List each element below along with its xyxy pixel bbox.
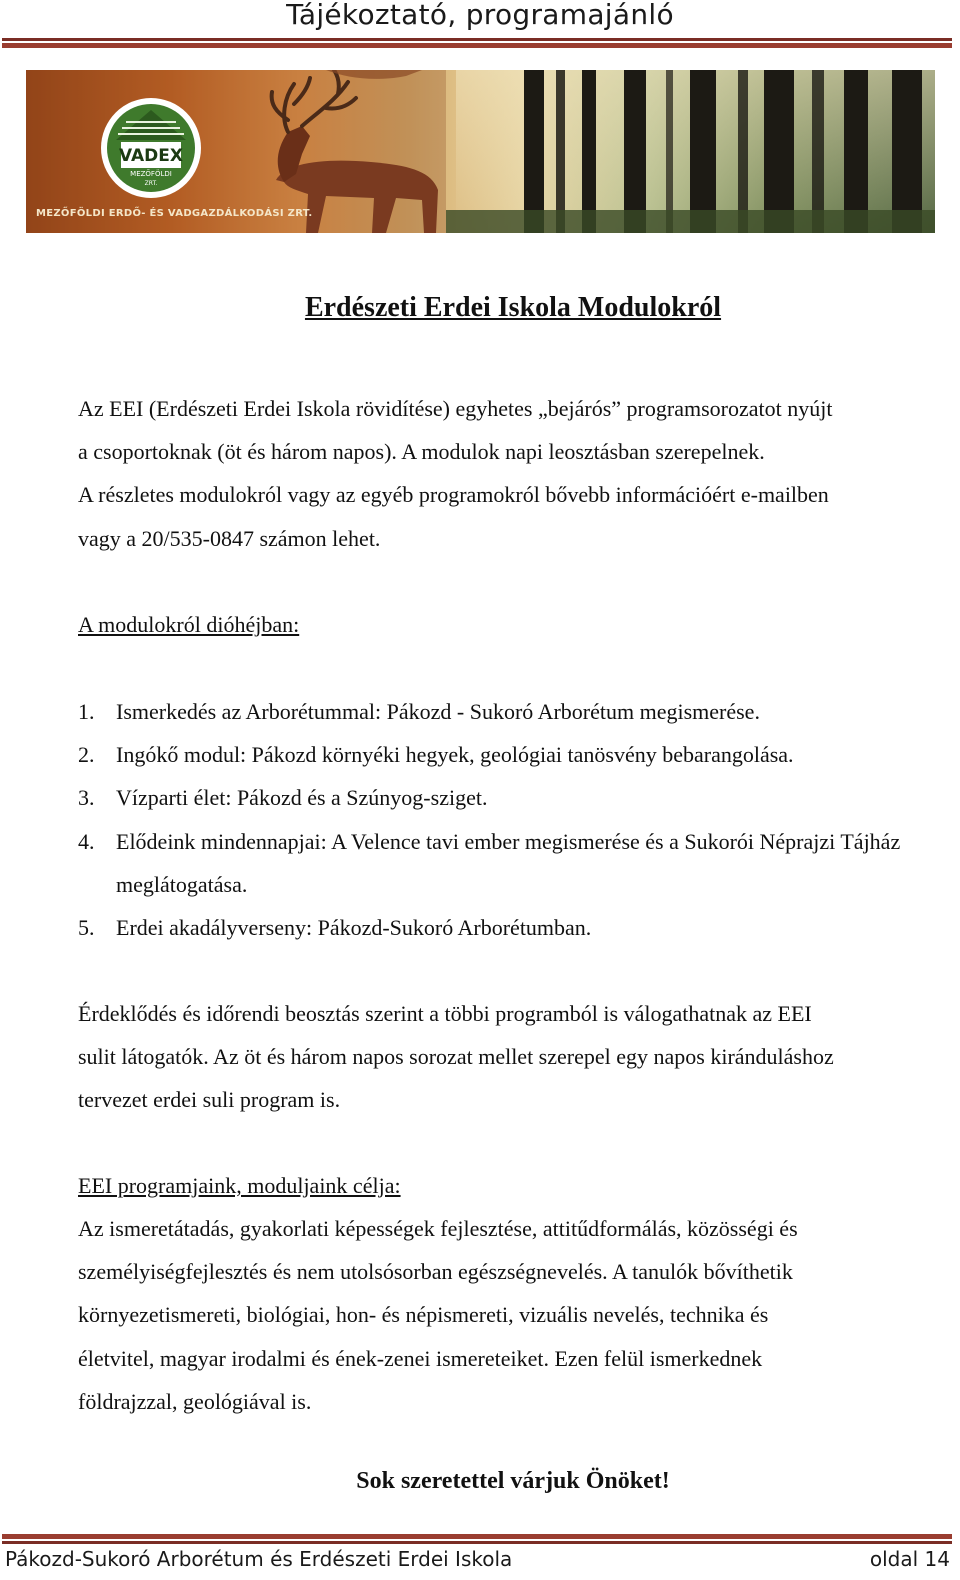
goals-line: földrajzzal, geológiával is. — [78, 1388, 312, 1414]
footer-rule — [2, 1541, 952, 1544]
vadex-logo — [101, 98, 201, 198]
goals-paragraph — [78, 1207, 940, 1423]
list-item-text: Ismerkedés az Arborétummal: Pákozd - Sukoró Arborétum megismerése. — [116, 699, 760, 724]
interest-line: sulit látogatók. Az öt és három napos sorozat mellet szerepel egy napos kiránduláshoz — [78, 1044, 834, 1070]
list-item-number: 4. — [78, 828, 95, 854]
goals-line: környezetismereti, biológiai, hon- és népismereti, vizuális nevelés, technika és — [78, 1302, 769, 1328]
list-item-text: Vízparti élet: Pákozd és a Szúnyog-sziget. — [116, 785, 488, 811]
logo-subtext: MEZŐFÖLDI — [130, 170, 172, 178]
list-item — [78, 733, 940, 776]
intro-paragraph — [78, 387, 940, 560]
list-item — [78, 820, 940, 906]
document-title: Erdészeti Erdei Iskola Modulokról — [304, 292, 722, 323]
list-item-number: 3. — [78, 785, 95, 811]
header-rule — [2, 38, 952, 41]
list-item-text: Erdei akadályverseny: Pákozd-Sukoró Arborétumban. — [116, 915, 592, 941]
list-item — [78, 906, 940, 949]
intro-line: A részletes modulokról vagy az egyéb programokról bővebb információért e-mailben — [78, 482, 829, 508]
page-header-title: Tájékoztató, programajánló — [286, 0, 674, 31]
banner-image — [26, 70, 935, 233]
interest-line: tervezet erdei suli program is. — [78, 1087, 341, 1113]
interest-paragraph — [78, 992, 940, 1122]
goals-line: személyiségfejlesztés és nem utolsósorban egészségnevelés. A tanulók bővíthetik — [78, 1259, 793, 1285]
modules-heading: A modulokról dióhéjban: — [78, 612, 300, 637]
banner-caption: MEZŐFÖLDI ERDŐ- ÉS VADGAZDÁLKODÁSI ZRT. — [36, 208, 313, 219]
closing-text: Sok szeretettel várjuk Önöket! — [356, 1468, 670, 1494]
modules-list — [78, 690, 940, 949]
list-item-text: Elődeink mindennapjai: A Velence tavi ember megismerése és a Sukorói Néprajzi Tájház meglátogatása. — [116, 828, 901, 897]
intro-line: vagy a 20/535-0847 számon lehet. — [78, 525, 381, 551]
goals-heading: EEI programjaink, moduljaink célja: — [78, 1173, 401, 1198]
logo-text: VADEX — [119, 146, 183, 166]
footer-rule-thick — [2, 1534, 952, 1539]
goals-line: életvitel, magyar irodalmi és ének-zenei ismereteiket. Ezen felül ismerkednek — [78, 1345, 763, 1371]
list-item-number: 2. — [78, 742, 95, 768]
list-item-number: 5. — [78, 915, 95, 941]
page-number: oldal 14 — [869, 1547, 950, 1571]
footer-org-name: Pákozd-Sukoró Arborétum és Erdészeti Erdei Iskola — [5, 1547, 513, 1571]
goals-line: Az ismeretátadás, gyakorlati képességek fejlesztése, attitűdformálás, közösségi és — [78, 1216, 798, 1241]
intro-line: Az EEI (Erdészeti Erdei Iskola rövidítése) egyhetes „bejárós” programsorozatot nyújt — [78, 396, 833, 421]
list-item-text: Ingókő modul: Pákozd környéki hegyek, geológiai tanösvény bebarangolása. — [116, 742, 794, 768]
interest-line: Érdeklődés és időrendi beosztás szerint a többi programból is válogathatnak az EEI — [78, 1001, 812, 1026]
intro-line: a csoportoknak (öt és három napos). A modulok napi leosztásban szerepelnek. — [78, 439, 765, 465]
logo-small-text: ZRT. — [144, 180, 158, 187]
list-item — [78, 690, 940, 733]
header-rule-thick — [2, 43, 952, 48]
list-item — [78, 776, 940, 819]
list-item-number: 1. — [78, 699, 95, 724]
